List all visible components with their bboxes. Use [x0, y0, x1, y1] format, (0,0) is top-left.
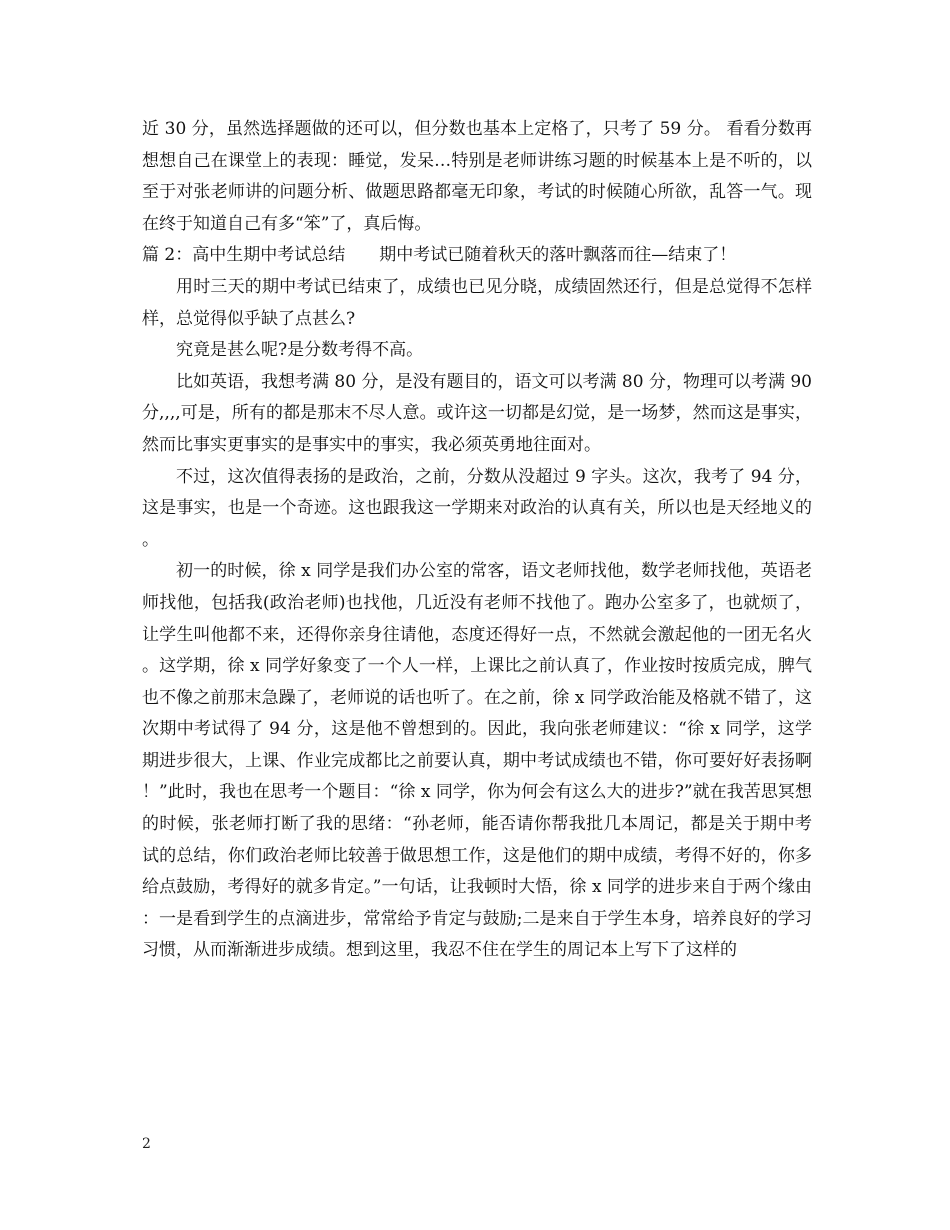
- paragraph-2-heading: 篇 2：高中生期中考试总结 期中考试已随着秋天的落叶飘落而往—结束了！: [142, 245, 737, 266]
- paragraph-4: 究竟是甚么呢?是分数考得不高。: [176, 340, 424, 361]
- body-text: [142, 114, 812, 967]
- paragraph-6: 不过，这次值得表扬的是政治，之前，分数从没超过 9 字头。这次，我考了 94 分，这是事实，也是一个奇迹。这也跟我这一学期来对政治的认真有关，所以也是天经地义的。: [142, 466, 812, 550]
- paragraph-5: 比如英语，我想考满 80 分，是没有题目的，语文可以考满 80 分，物理可以考满 90 分,,,,可是，所有的都是那末不尽人意。或许这一切都是幻觉，是一场梦，然而这是事实，然而比事实更事实的是事实中的事实，我必须英勇地往面对。: [142, 371, 812, 455]
- page-number: 2: [142, 1136, 151, 1152]
- paragraph-7: 初一的时候，徐 x 同学是我们办公室的常客，语文老师找他，数学老师找他，英语老师找他，包括我(政治老师)也找他，几近没有老师不找他了。跑办公室多了，也就烦了，让学生叫他都不来，还得你亲身往请他，态度还得好一点，不然就会激起他的一团无名火。这学期，徐 x 同学好象变了一个人一样，上课比之前认真了，作业按时按质完成，脾气也不像之前那末急躁了，老师说的话也听了。在之前，徐 x 同学政治能及格就不错了，这次期中考试得了 94 分，这是他不曾想到的。因此，我向张老师建议：“徐 x 同学，这学期进步很大，上课、作业完成都比之前要认真，期中考试成绩也不错，你可要好好表扬啊！”此时，我也在思考一个题目：“徐 x 同学，你为何会有这么大的进步?”就在我苦思冥想的时候，张老师打断了我的思绪：“孙老师，能否请你帮我批几本周记，都是关于期中考试的总结，你们政治老师比较善于做思想工作，这是他们的期中成绩，考得不好的，你多给点鼓励，考得好的就多肯定。”一句话，让我顿时大悟，徐 x 同学的进步来自于两个缘由：一是看到学生的点滴进步，常常给予肯定与鼓励;二是来自于学生本身，培养良好的学习习惯，从而渐渐进步成绩。想到这里，我忍不住在学生的周记本上写下了这样的: [142, 561, 812, 961]
- paragraph-1: 近 30 分，虽然选择题做的还可以，但分数也基本上定格了，只考了 59 分。 看看分数再想想自己在课堂上的表现：睡觉，发呆…特别是老师讲练习题的时候基本上是不听的，以至于对张老师讲的问题分析、做题思路都毫无印象，考试的时候随心所欲，乱答一气。现在终于知道自己有多“笨”了，真后悔。: [142, 119, 812, 234]
- paragraph-3: 用时三天的期中考试已结束了，成绩也已见分晓，成绩固然还行，但是总觉得不怎样样，总觉得似乎缺了点甚么?: [142, 276, 812, 329]
